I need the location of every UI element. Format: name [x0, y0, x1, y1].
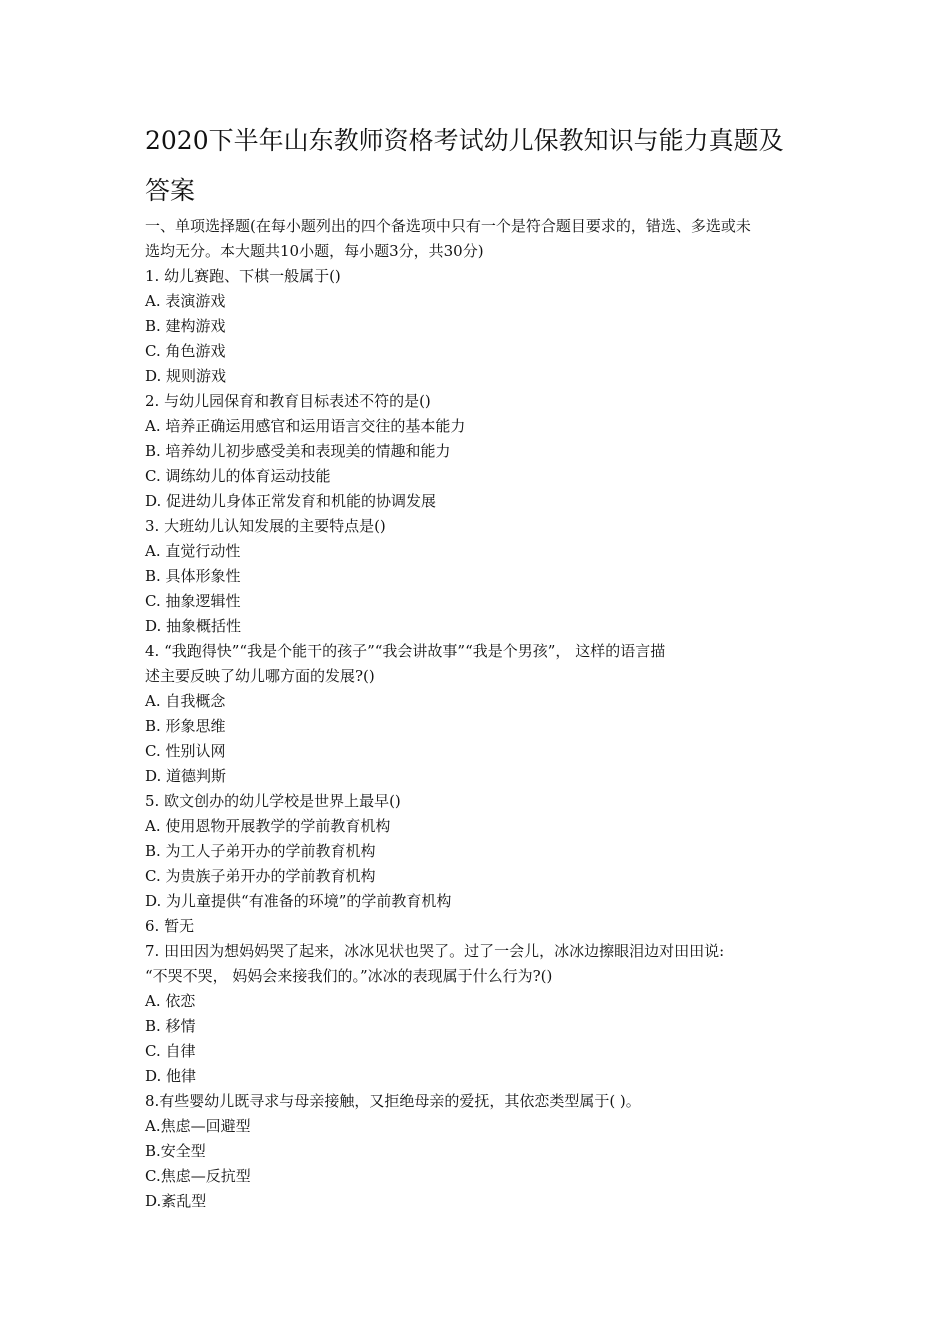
option-d: D.紊乱型 [145, 1192, 207, 1210]
question-3 [145, 514, 810, 639]
option-c: C. 角色游戏 [145, 342, 226, 360]
question-6 [145, 914, 810, 939]
option-a: A. 表演游戏 [145, 292, 226, 310]
option-d: D. 为儿童提供“有准备的环境”的学前教育机构 [145, 892, 452, 910]
option-c: C. 抽象逻辑性 [145, 592, 241, 610]
question-stem: 8.有些婴幼儿既寻求与母亲接触，又拒绝母亲的爱抚，其依恋类型属于( )。 [145, 1092, 641, 1110]
document-title-line-1: 2020下半年山东教师资格考试幼儿保教知识与能力真题及 [145, 126, 784, 155]
option-c: C. 为贵族子弟开办的学前教育机构 [145, 867, 376, 885]
option-a: A. 自我概念 [145, 692, 226, 710]
question-list [145, 264, 810, 1214]
option-c: C. 自律 [145, 1042, 196, 1060]
option-b: B.安全型 [145, 1142, 206, 1160]
section-heading-line-1: 一、单项选择题(在每小题列出的四个备选项中只有一个是符合题目要求的，错选、多选或未 [145, 217, 751, 235]
option-a: A. 依恋 [145, 992, 196, 1010]
option-b: B. 建构游戏 [145, 317, 226, 335]
option-b: B. 移情 [145, 1017, 196, 1035]
question-stem: 3. 大班幼儿认知发展的主要特点是() [145, 517, 386, 535]
question-stem: 1. 幼儿赛跑、下棋一般属于() [145, 267, 341, 285]
question-stem: 6. 暂无 [145, 917, 195, 935]
option-c: C. 性别认网 [145, 742, 226, 760]
option-c: C. 调练幼儿的体育运动技能 [145, 467, 331, 485]
option-b: B. 为工人子弟开办的学前教育机构 [145, 842, 376, 860]
section-heading-line-2: 选均无分。本大题共10小题，每小题3分，共30分) [145, 242, 484, 260]
document-body [145, 214, 810, 1214]
question-4 [145, 639, 810, 789]
option-a: A.焦虑—回避型 [145, 1117, 251, 1135]
option-a: A. 培养正确运用感官和运用语言交往的基本能力 [145, 417, 466, 435]
option-c: C.焦虑—反抗型 [145, 1167, 251, 1185]
option-b: B. 培养幼儿初步感受美和表现美的情趣和能力 [145, 442, 451, 460]
question-stem-line-2: 述主要反映了幼儿哪方面的发展?() [145, 667, 375, 685]
question-stem: 2. 与幼儿园保育和教育目标表述不符的是() [145, 392, 431, 410]
question-5 [145, 789, 810, 914]
option-d: D. 抽象概括性 [145, 617, 242, 635]
option-a: A. 使用恩物开展教学的学前教育机构 [145, 817, 391, 835]
option-d: D. 他律 [145, 1067, 197, 1085]
question-stem-line-1: 7. 田田因为想妈妈哭了起来，冰冰见状也哭了。过了一会儿，冰冰边擦眼泪边对田田说: [145, 942, 725, 960]
question-2 [145, 389, 810, 514]
question-1 [145, 264, 810, 389]
question-stem-line-2: “不哭不哭， 妈妈会来接我们的。”冰冰的表现属于什么行为?() [145, 967, 553, 985]
option-b: B. 具体形象性 [145, 567, 241, 585]
question-stem-line-1: 4. “我跑得快”“我是个能干的孩子”“我会讲故事”“我是个男孩”， 这样的语言描 [145, 642, 666, 660]
option-d: D. 促进幼儿身体正常发育和机能的协调发展 [145, 492, 437, 510]
document-title-line-2: 答案 [145, 176, 196, 205]
question-7 [145, 939, 810, 1089]
question-stem: 5. 欧文创办的幼儿学校是世界上最早() [145, 792, 401, 810]
option-d: D. 道德判斯 [145, 767, 227, 785]
option-a: A. 直觉行动性 [145, 542, 241, 560]
option-d: D. 规则游戏 [145, 367, 227, 385]
option-b: B. 形象思维 [145, 717, 226, 735]
question-8 [145, 1089, 810, 1214]
